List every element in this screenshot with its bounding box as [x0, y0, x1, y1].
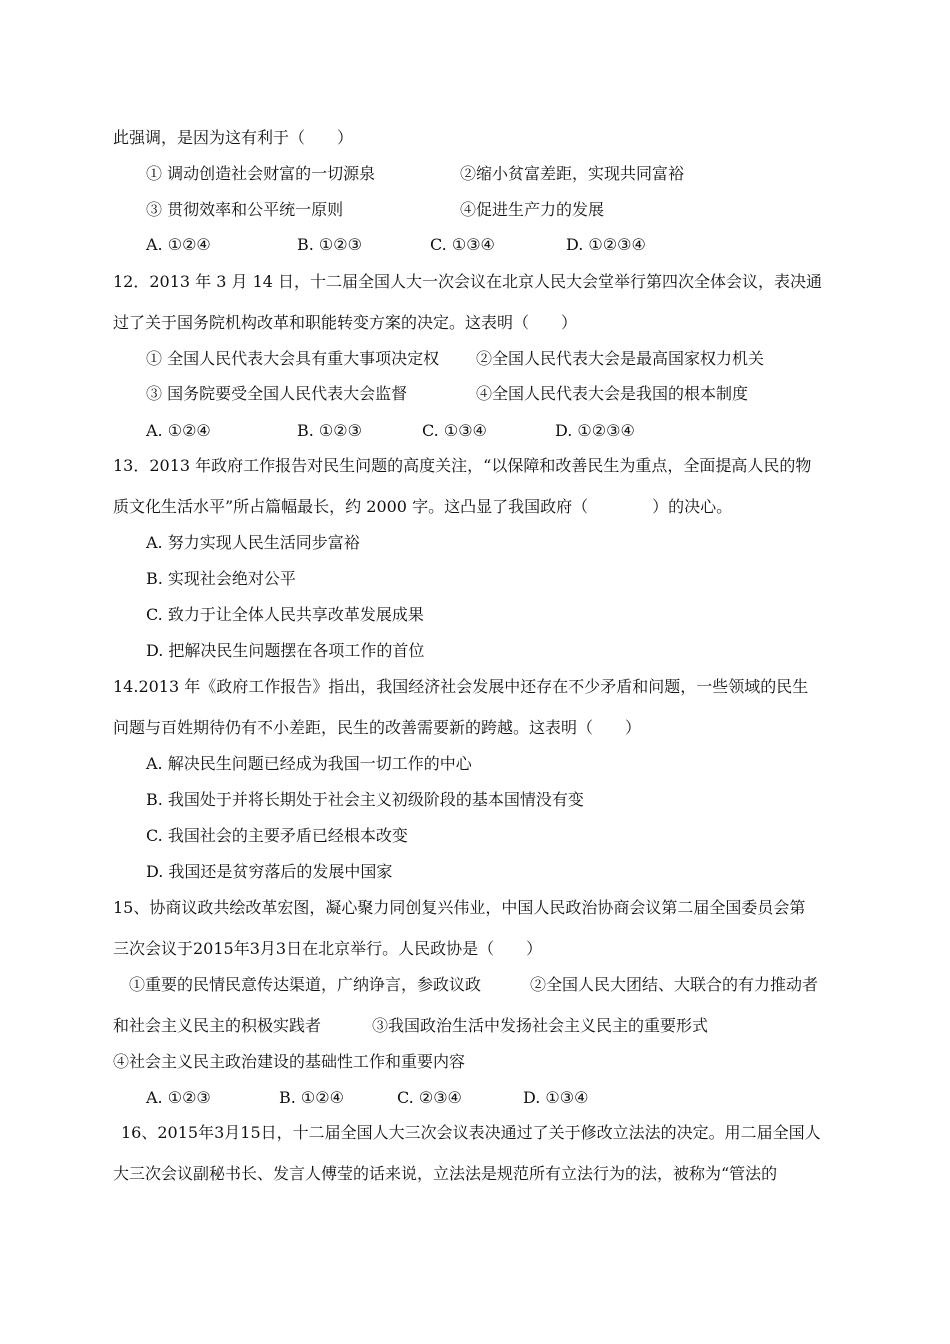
q14-stem-line-1: 14.2013 年《政府工作报告》指出，我国经济社会发展中还存在不少矛盾和问题，一些领域的民生	[113, 677, 809, 696]
q15-stem-line-2: 三次会议于2015年3月3日在北京举行。人民政协是（ ）	[113, 939, 543, 958]
q11-statement-2: ②缩小贫富差距，实现共同富裕	[460, 164, 685, 183]
q14-stem-line-2: 问题与百姓期待仍有不小差距，民生的改善需要新的跨越。这表明（ ）	[113, 718, 642, 737]
q13-option-c: C. 致力于让全体人民共享改革发展成果	[146, 605, 424, 624]
q14-option-d: D. 我国还是贫穷落后的发展中国家	[146, 862, 393, 881]
q13-stem-line-2: 质文化生活水平”所占篇幅最长，约 2000 字。这凸显了我国政府（ ）的决心。	[113, 497, 733, 516]
q15-statement-3: ③我国政治生活中发扬社会主义民主的重要形式	[372, 1016, 709, 1035]
q15-statement-4: ④社会主义民主政治建设的基础性工作和重要内容	[113, 1052, 466, 1071]
q14-option-b: B. 我国处于并将长期处于社会主义初级阶段的基本国情没有变	[146, 790, 584, 809]
q12-stem-line-2: 过了关于国务院机构改革和职能转变方案的决定。这表明（ ）	[113, 313, 578, 332]
q13-option-d: D. 把解决民生问题摆在各项工作的首位	[146, 641, 425, 660]
q15-option-d: D. ①③④	[523, 1088, 589, 1107]
q11-option-a: A. ①②④	[146, 235, 211, 254]
q15-option-b: B. ①②④	[279, 1088, 344, 1107]
q12-option-d: D. ①②③④	[555, 421, 635, 440]
q15-stem-line-1: 15、协商议政共绘改革宏图，凝心聚力同创复兴伟业，中国人民政治协商会议第二届全国委员会第	[113, 898, 806, 917]
q15-option-a: A. ①②③	[146, 1088, 211, 1107]
q14-option-c: C. 我国社会的主要矛盾已经根本改变	[146, 826, 408, 845]
q11-statement-1: ① 调动创造社会财富的一切源泉	[146, 164, 376, 183]
q15-statement-2: ②全国人民大团结、大联合的有力推动者	[530, 975, 819, 994]
q11-option-c: C. ①③④	[430, 235, 495, 254]
q13-option-b: B. 实现社会绝对公平	[146, 569, 296, 588]
q12-stem-line-1: 12．2013 年 3 月 14 日，十二届全国人大一次会议在北京人民大会堂举行第四次全体会议，表决通	[113, 272, 823, 291]
q11-stem-end: 此强调，是因为这有利于（ ）	[113, 128, 354, 147]
q15-statement-2-continued: 和社会主义民主的积极实践者	[113, 1016, 322, 1035]
q13-stem-line-1: 13．2013 年政府工作报告对民生问题的高度关注，“以保障和改善民生为重点，全面提高人民的物	[113, 456, 812, 475]
q12-statement-4: ④全国人民代表大会是我国的根本制度	[476, 384, 749, 403]
q11-option-d: D. ①②③④	[566, 235, 646, 254]
q15-statement-1: ①重要的民情民意传达渠道，广纳诤言，参政议政	[129, 975, 482, 994]
q12-statement-1: ① 全国人民代表大会具有重大事项决定权	[146, 349, 440, 368]
q16-stem-line-1: 16、2015年3月15日，十二届全国人大三次会议表决通过了关于修改立法法的决定。用二届全国人	[121, 1123, 821, 1142]
q13-option-a: A. 努力实现人民生活同步富裕	[146, 533, 360, 552]
q11-option-b: B. ①②③	[297, 235, 362, 254]
q12-statement-3: ③ 国务院要受全国人民代表大会监督	[146, 384, 408, 403]
q11-statement-3: ③ 贯彻效率和公平统一原则	[146, 200, 344, 219]
q12-option-c: C. ①③④	[422, 421, 487, 440]
q14-option-a: A. 解决民生问题已经成为我国一切工作的中心	[146, 754, 472, 773]
q16-stem-line-2: 大三次会议副秘书长、发言人傅莹的话来说，立法法是规范所有立法行为的法，被称为“管法的	[113, 1164, 778, 1183]
q12-option-b: B. ①②③	[297, 421, 362, 440]
q15-option-c: C. ②③④	[397, 1088, 462, 1107]
q11-statement-4: ④促进生产力的发展	[460, 200, 605, 219]
q12-statement-2: ②全国人民代表大会是最高国家权力机关	[476, 349, 765, 368]
q12-option-a: A. ①②④	[146, 421, 211, 440]
